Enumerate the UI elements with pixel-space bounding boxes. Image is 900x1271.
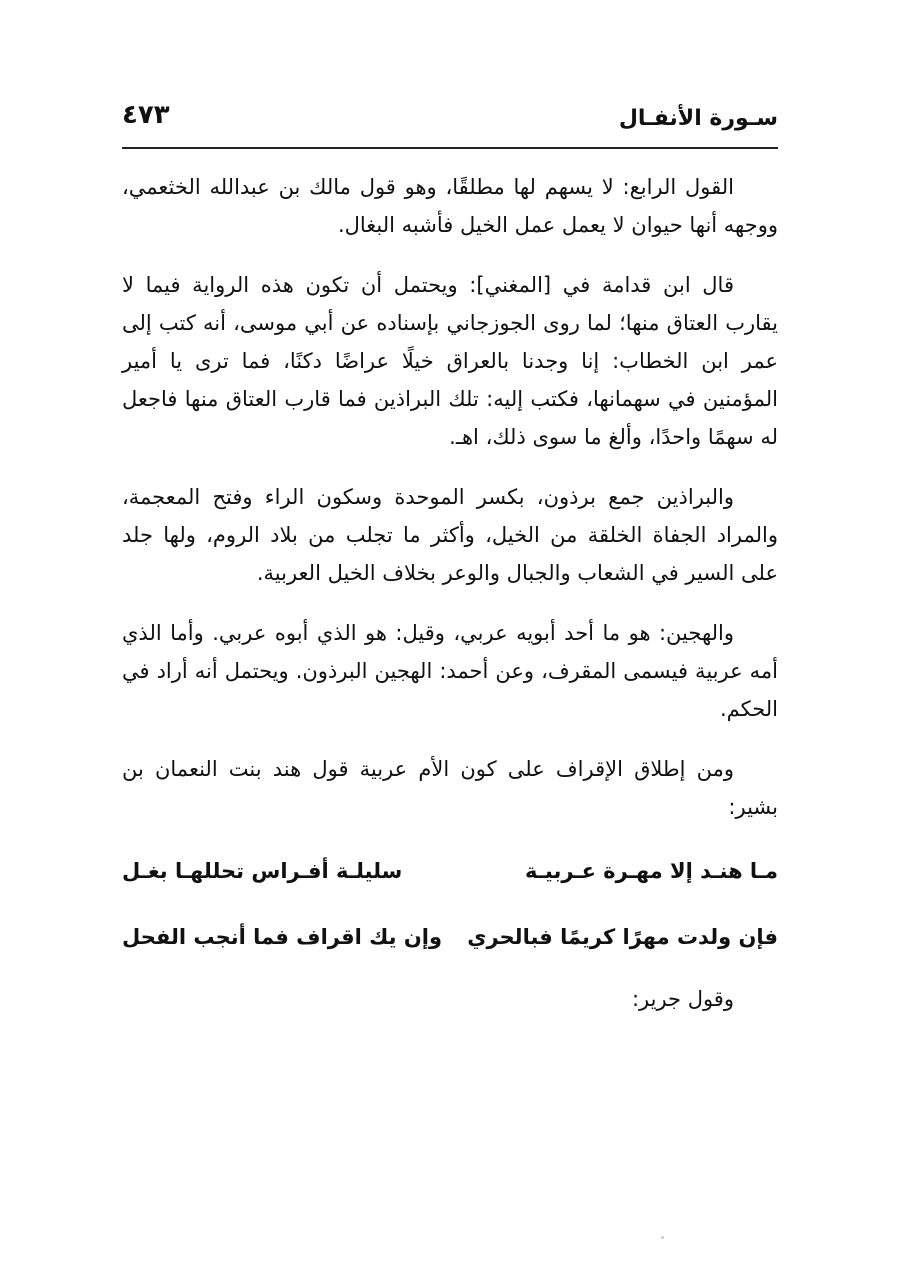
verse-second-hemistich: سليلـة أفـراس تحللهـا بغـل — [122, 859, 403, 883]
paragraph-hajin: والهجين: هو ما أحد أبويه عربي، وقيل: هو الذي أبوه عربي. وأما الذي أمه عربية فيسمى المقرف، وعن أحمد: الهجين البرذون. ويحتمل أنه أراد في الحكم. — [122, 621, 778, 721]
verse-line — [122, 914, 778, 960]
verse-first-hemistich: مـا هنـد إلا مهـرة عـربيـة — [524, 859, 778, 883]
paragraph-iqraf: ومن إطلاق الإقراف على كون الأم عربية قول هند بنت النعمان بن بشير: — [122, 757, 778, 819]
verse-line — [122, 848, 778, 894]
page-speck — [661, 1236, 664, 1239]
paragraph-ibn-qudama: قال ابن قدامة في [المغني]: ويحتمل أن تكون هذه الرواية فيما لا يقارب العتاق منها؛ لما روى الجوزجاني بإسناده عن أبي موسى، أنه كتب إلى عمر ابن الخطاب: إنا وجدنا بالعراق خيلًا عراضًا دكنًا، فما ترى يا أمير المؤمنين في سهمانها، فكتب إليه: تلك البراذين فما قارب العتاق منها فاجعل له سهمًا واحدًا، وألغ ما سوى ذلك، اهـ. — [122, 273, 778, 449]
paragraph-fourth-opinion: القول الرابع: لا يسهم لها مطلقًا، وهو قول مالك بن عبدالله الخثعمي، ووجهه أنها حيوان لا يعمل عمل الخيل فأشبه البغال. — [122, 175, 778, 237]
page-body — [122, 168, 778, 1040]
verse-first-hemistich: فإن ولدت مهرًا كريمًا فبالحري — [467, 925, 778, 949]
page-number: ٤٧٣ — [122, 100, 170, 130]
closing-line: وقول جرير: — [631, 987, 734, 1011]
paragraph-baradhin: والبراذين جمع برذون، بكسر الموحدة وسكون الراء وفتح المعجمة، والمراد الجفاة الخلقة من الخيل، وأكثر ما تجلب من بلاد الروم، ولها جلد على السير في الشعاب والجبال والوعر بخلاف الخيل العربية. — [122, 485, 778, 585]
running-title: سـورة الأنفـال — [618, 106, 778, 131]
verse-second-hemistich: وإن يك اقراف فما أنجب الفحل — [122, 925, 443, 949]
header-divider — [122, 147, 778, 149]
page-header — [122, 98, 778, 148]
